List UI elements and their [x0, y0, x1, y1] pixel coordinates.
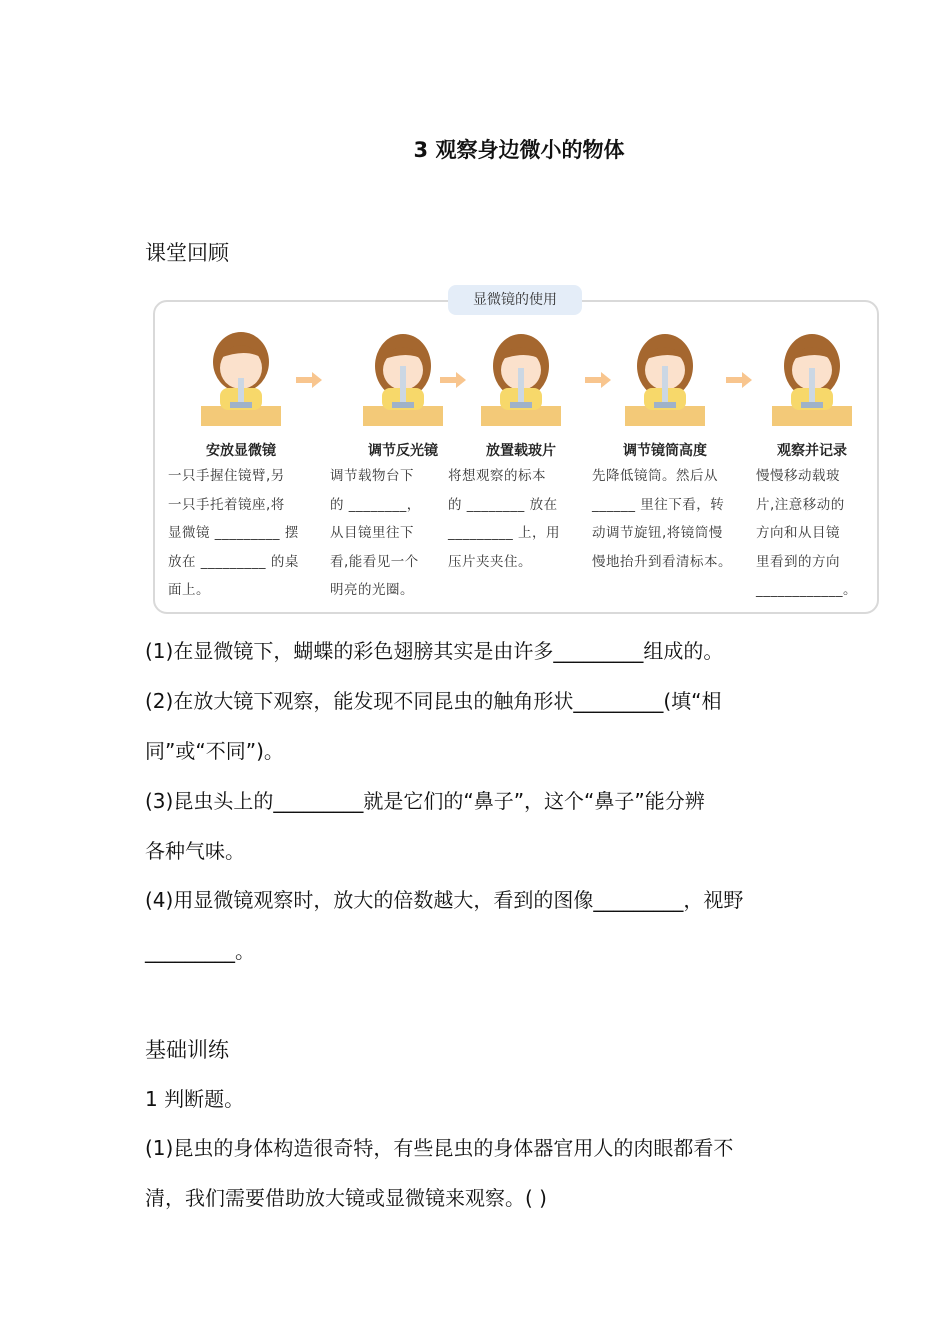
step-title: 安放显微镜 [206, 443, 276, 459]
review-line: _________。 [145, 939, 255, 963]
section-heading-basic-training: 基础训练 [145, 1038, 229, 1062]
question-line: (1)昆虫的身体构造很奇特，有些昆虫的身体器官用人的肉眼都看不 [145, 1136, 734, 1160]
review-line: (2)在放大镜下观察，能发现不同昆虫的触角形状_________(填“相 [145, 689, 722, 713]
arrow-right-icon [296, 372, 322, 388]
step-1 [168, 322, 314, 605]
step-body: 先降低镜筒。然后从 ______ 里往下看，转 动调节旋钮,将镜筒慢 慢地抬升到看清标本。 [592, 468, 732, 570]
question-line: 清，我们需要借助放大镜或显微镜来观察。( ) [145, 1186, 547, 1210]
step-body: 将想观察的标本 的 ________ 放在 _________ 上，用 压片夹夹住。 [448, 468, 561, 570]
step-4 [592, 322, 738, 576]
step-5 [756, 322, 868, 605]
step-title: 调节镜筒高度 [623, 443, 707, 459]
review-line: 同”或“不同”)。 [145, 739, 284, 763]
question-heading: 1 判断题。 [145, 1087, 245, 1111]
arrow-right-icon [585, 372, 611, 388]
step-body: 一只手握住镜臂,另 一只手托着镜座,将 显微镜 _________ 摆 放在 _________ 的桌 面上。 [168, 468, 299, 598]
step-title: 放置载玻片 [486, 443, 556, 459]
child-microscope-illustration-icon [610, 322, 720, 432]
step-body: 慢慢移动载玻 片,注意移动的 方向和从目镜 里看到的方向 ____________。 [756, 468, 857, 598]
page-title: 3 观察身边微小的物体 [413, 138, 625, 162]
panel-tab-label: 显微镜的使用 [448, 285, 582, 315]
arrow-right-icon [726, 372, 752, 388]
review-line: (4)用显微镜观察时，放大的倍数越大，看到的图像_________，视野 [145, 888, 744, 912]
step-title: 调节反光镜 [368, 443, 438, 459]
review-line: (1)在显微镜下，蝴蝶的彩色翅膀其实是由许多_________组成的。 [145, 639, 724, 663]
step-3 [448, 322, 594, 576]
child-microscope-illustration-icon [466, 322, 576, 432]
arrow-right-icon [440, 372, 466, 388]
review-line: 各种气味。 [145, 839, 245, 863]
step-title: 观察并记录 [777, 443, 847, 459]
child-microscope-illustration-icon [186, 322, 296, 432]
review-line: (3)昆虫头上的_________就是它们的“鼻子”，这个“鼻子”能分辨 [145, 789, 705, 813]
step-body: 调节载物台下 的 ________， 从目镜里往下 看,能看见一个 明亮的光圈。 [330, 468, 421, 598]
section-heading-review: 课堂回顾 [145, 241, 229, 265]
child-microscope-illustration-icon [757, 322, 867, 432]
